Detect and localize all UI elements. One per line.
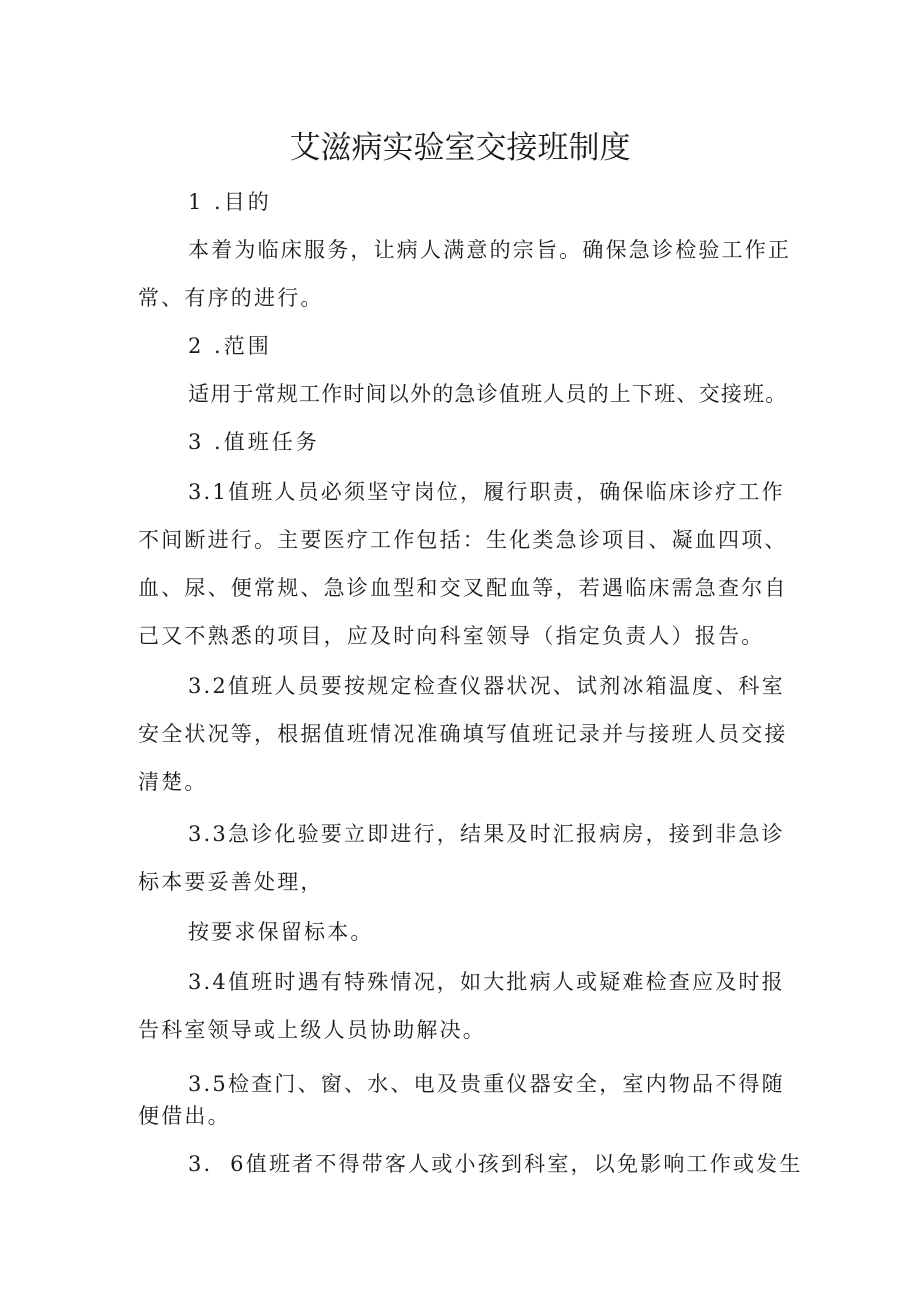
paragraph-line: 血、尿、便常规、急诊血型和交叉配血等，若遇临床需急查尔自 [138,576,788,600]
paragraph-line: 3. 6值班者不得带客人或小孩到科室，以免影响工作或发生 [188,1152,803,1176]
paragraph-line: 不间断进行。主要医疗工作包括：生化类急诊项目、凝血四项、 [138,528,788,552]
paragraph-line: 3.2值班人员要按规定检查仪器状况、试剂冰箱温度、科室 [188,674,785,698]
paragraph-line: 便借出。 [138,1104,231,1128]
paragraph-line: 安全状况等，根据值班情况准确填写值班记录并与接班人员交接 [138,722,788,746]
section-heading-purpose: 1 .目的 [188,190,272,214]
paragraph-line: 3.1值班人员必须坚守岗位，履行职责，确保临床诊疗工作 [188,480,785,504]
document-title: 艾滋病实验室交接班制度 [289,130,631,166]
section-heading-scope: 2 .范围 [188,334,272,358]
paragraph-line: 3.3急诊化验要立即进行，结果及时汇报病房，接到非急诊 [188,822,785,846]
paragraph-line: 常、有序的进行。 [138,286,324,310]
paragraph-line: 己又不熟悉的项目，应及时向科室领导（指定负责人）报告。 [138,624,765,648]
paragraph-line: 按要求保留标本。 [188,920,374,944]
paragraph-line: 本着为临床服务，让病人满意的宗旨。确保急诊检验工作正 [188,238,792,262]
paragraph-line: 适用于常规工作时间以外的急诊值班人员的上下班、交接班。 [188,382,788,406]
paragraph-line: 标本要妥善处理， [138,870,324,894]
paragraph-line: 3.4值班时遇有特殊情况，如大批病人或疑难检查应及时报 [188,970,785,994]
paragraph-line: 清楚。 [138,770,208,794]
paragraph-line: 告科室领导或上级人员协助解决。 [138,1018,486,1042]
section-heading-duty-tasks: 3 .值班任务 [188,430,320,454]
paragraph-line: 3.5检查门、窗、水、电及贵重仪器安全，室内物品不得随 [188,1072,785,1096]
